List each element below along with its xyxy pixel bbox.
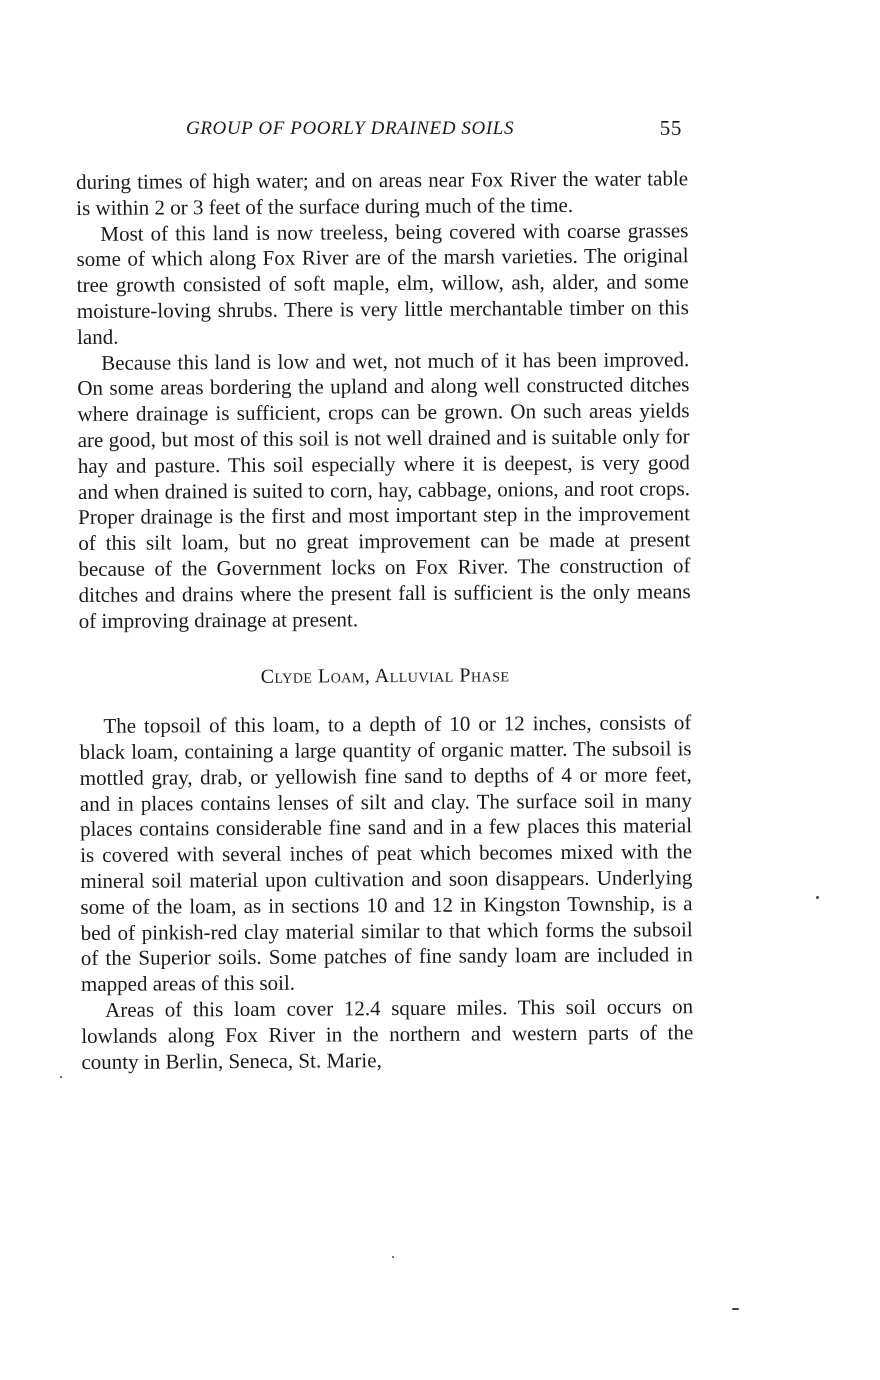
paper-speck bbox=[60, 1076, 62, 1078]
paragraph-improvement: Because this land is low and wet, not much of it has been improved. On some areas bordering the upland and along well constructed ditches where drainage is sufficient, crops can be grown. On such areas yields are good, but most of this soil is not well drained and is suitable only for hay and pasture. This soil especially where it is deepest, is very good and when drained is suited to corn, hay, cabbage, onions, and root crops. Proper drainage is the first and most important step in the improvement of this silt loam, but no great improvement can be made at present because of the Government locks on Fox River. The construction of ditches and drains where the present fall is sufficient is the only means of improving drainage at present. bbox=[77, 346, 691, 633]
paragraph-clyde-loam-extent: Areas of this loam cover 12.4 square miles. This soil occurs on lowlands along Fox River in the northern and western parts of the county in Berlin, Seneca, St. Marie, bbox=[81, 994, 694, 1074]
page-header bbox=[186, 118, 686, 148]
running-title: GROUP OF POORLY DRAINED SOILS bbox=[186, 118, 515, 139]
paper-speck bbox=[732, 1308, 739, 1310]
paragraph-clyde-loam-description: The topsoil of this loam, to a depth of 10 or 12 inches, consists of black loam, containing a large quantity of organic matter. The subsoil is mottled gray, drab, or yellowish fine sand to depths of 4 or more feet, and in places contains lenses of silt and clay. The surface soil in many places contains considerable fine sand and in a few places this material is covered with several inches of peat which becomes mixed with the mineral soil material upon cultivation and soon disappears. Underlying some of the loam, as in sections 10 and 12 in Kingston Township, is a bed of pinkish-red clay material similar to that which forms the subsoil of the Superior soils. Some patches of fine sandy loam are included in mapped areas of this soil. bbox=[79, 710, 693, 997]
page-number: 55 bbox=[659, 116, 682, 140]
body-text bbox=[76, 166, 694, 1075]
section-heading: Clyde Loam, Alluvial Phase bbox=[260, 664, 510, 689]
paragraph-vegetation: Most of this land is now treeless, being covered with coarse grasses some of which along Fox River are of the marsh varieties. The original tree growth consisted of soft maple, elm, willow, ash, alder, and some moisture-loving shrubs. There is very little merchantable timber on this land. bbox=[76, 217, 689, 349]
paragraph-water-table: during times of high water; and on areas near Fox River the water table is within 2 or 3 feet of the surface during much of the time. bbox=[76, 166, 689, 220]
paper-speck bbox=[816, 896, 819, 899]
paper-speck bbox=[392, 1256, 394, 1258]
